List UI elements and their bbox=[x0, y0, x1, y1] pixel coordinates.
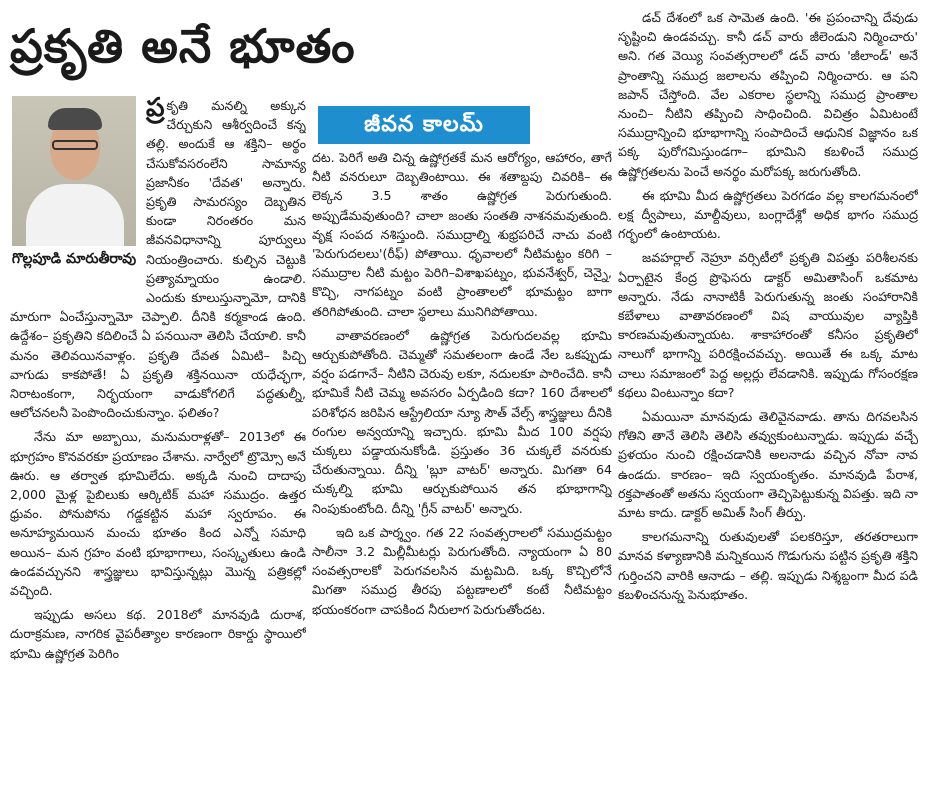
article-column-2 bbox=[312, 148, 612, 796]
author-name: గొల్లపూడి మారుతీరావు bbox=[11, 251, 137, 267]
column-banner: జీవన కాలమ్ bbox=[318, 106, 530, 144]
paragraph: దట. పెరిగే అతి చిన్న ఉష్ణోగ్రతకే మన ఆరోగ్యం, ఆహారం, తాగే నీటి వనరులూ దెబ్బతింటాయి. ఈ శతాబ్దపు చివరికి– ఈ లెక్కన 3.5 శాతం ఉష్ణోగ్రత పెరుగుతుంది. అప్పుడేమవుతుంది? చాలా జంతు సంతతి నాశనమవుతుంది. వృక్ష సంపద నశిస్తుంది. సముద్రాల్ని శుభ్రపరిచే నాచు వంటి 'పెరుగుదలలు'(రీఫ్) పోతాయి. ధృవాలలో నీటిమట్టం కరిగి –సముద్రాల నీటి మట్టం పెరిగి–విశాఖపట్నం, భువనేశ్వర్, చెన్నై, కొచ్చి, నాగపట్నం వంటి ప్రాంతాలలో భూమట్టం బాగా తరిగిపోతుంది. చాలా స్థలాలు మునిగిపోతాయి. bbox=[312, 150, 612, 319]
paragraph: ఇప్పుడు అసలు కథ. 2018లో మానవుడి దురాశ, దురాక్రమణ, నాగరిక వైపరీత్యాల కారణంగా రికార్డు స్థాయిలో భూమి ఉష్ణోగ్రత పెరిగిం bbox=[10, 607, 306, 661]
paragraph: ఏమయినా మానవుడు తెలివైనవాడు. తాను దిగవలసిన గోతిని తానే తెలిసి తెలిసి తవ్వుకుంటున్నాడు. ఇప్పుడు వచ్చే ప్రళయం నుంచి రక్షించడానికి అలనాడు వచ్చిన నోవా నావ ఉండదు. కారణం– ఇది స్వయంకృతం. మానవుడి పేరాశ, రక్తపాతంతో అతను స్వయంగా తెచ్చిపెట్టుకున్న విపత్తు. ఇది నా మాట కాదు. డాక్టర్ అమిత్ సింగ్ తీర్పు. bbox=[618, 409, 918, 521]
article-title: ప్రకృతి అనే భూతం bbox=[10, 19, 356, 73]
paragraph: ఇది ఒక పార్శ్వం. గత 22 సంవత్సరాలలో సముద్రమట్టం సాలీనా 3.2 మిల్లీమీటర్లు పెరుగుతోంది. న్యాయంగా ఏ 80 సంవత్సరాలకో పెరుగవలసిన మట్టమిది. ఒక్క కొచ్చిలోనే మిగతా సముద్ర తీరపు పట్టణాలలో కంటే నీటిమట్టం భయంకరంగా చాపకింద నీరులాగ పెరుగుతోందట. bbox=[312, 524, 612, 617]
drop-cap: ప్ర bbox=[146, 96, 165, 123]
paragraph: నేను మా అబ్బాయి, మనుమరాళ్లతో– 2013లో ఈ భూగ్రహం కొనవరకూ ప్రయాణం చేశాను. నార్వేలో ట్రొమ్సో అనే ఊరు. ఆ తర్వాత భూమిలేదు. అక్కడి నుంచి దాదాపు 2,000 మైళ్ల పైబిలుకు ఆర్కిటిక్ మహా సముద్రం. ఉత్తర ధ్రువం. పోనుపోను గడ్డకట్టిన మహా స్వరూపం. ఈ అనూహ్యమయిన మంచు భూతం కింద ఎన్నో సమాధి అయిన– మన గ్రహం వంటి భూభాగాలు, సంస్కృతులు ఉండి ఉండవచ్చునని శాస్త్రజ్ఞులు భావిస్తున్నట్లు మొన్న పత్రికల్లో వచ్చింది. bbox=[10, 429, 306, 599]
paragraph: జవహర్లాల్ నెహ్రూ వర్సిటీలో ప్రకృతి విపత్తు పరిశీలనకు ఏర్పాటైన కేంద్ర ప్రొఫెసరు డాక్టర్ అమితాసింగ్ ఒకమాట అన్నారు. నేడు నానాటికీ పెరుగుతున్న జంతు సంహారానికి కబేళాలు వాతావరణంలో విష వాయువుల వ్యాప్తికి కారణమవుతున్నాయట. శాకాహారంతో కనీసం ప్రకృతిలో నాలుగో భాగాన్ని పరిరక్షించవచ్చు. అయితే ఈ ఒక్క మాట చాలు సమాజంలో పెద్ద అల్లర్లు లేవడానికి. ఇప్పుడు గోసంరక్షణ కథలు వింటున్నాం కదా? bbox=[618, 250, 918, 400]
author-photo bbox=[12, 96, 136, 246]
paragraph: కాలగమనాన్ని రుతువులతో పలకరిస్తూ, తరతరాలుగా మానవ కళ్యాణానికి మన్నికయిన గొడుగును పట్టిన ప్రకృతి శక్తిని గుర్తించని వారికి ఆనాడు – తల్లి. ఇప్పుడు నిశ్శబ్దంగా మీద పడి కబళించనున్న పెనుభూతం. bbox=[618, 529, 918, 602]
paragraph: వాతావరణంలో ఉష్ణోగ్రత పెరుగుదలవల్ల భూమి ఆర్చుకుపోతోంది. చెమ్మతో సమతలంగా ఉండే నేల ఒకప్పుడు వర్షం పడగానే– నీటిని చెరువు లకూ, నదులకూ పారించేది. కానీ భూమికే నీటి చెమ్మ అవసరం ఏర్పడింది కదా? 160 దేశాలలో పరిశోధన జరిపిన ఆస్ట్రేలియా న్యూ సౌత్ వేల్స్ శాస్త్రజ్ఞులు దీనికి రంగుల అన్వయాన్ని ఇచ్చారు. భూమి మీద 100 వర్షపు చుక్కలు పడ్డాయనుకోండి. ప్రస్తుతం 36 చుక్కలే వనరుకు చేరుతున్నాయి. దీన్ని 'బ్లూ వాటర్' అన్నారు. మిగతా 64 చుక్కల్ని భూమి ఆర్చుకుపోయిన తన భూభాగాన్ని నింపుకుంటోంది. దీన్ని 'గ్రీన్ వాటర్' అన్నారు. bbox=[312, 327, 612, 516]
paragraph: ఈ భూమి మీద ఉష్ణోగ్రతలు పెరగడం వల్ల కాలగమనంలో లక్ష ద్వీపాలు, మాల్దీవులు, బంగ్లాదేశ్లో అధిక భాగం సముద్ర గర్భంలో ఉంటాయట. bbox=[618, 187, 918, 242]
paragraph: ప్ర కృతి మనల్ని అక్కున చేర్చుకుని ఆశీర్వదించే కన్న తల్లి. అందుకే ఆ శక్తిని– అర్థం చేసుకోవసరంలేని సామాన్య ప్రజానీకం 'దేవత' అన్నారు. ప్రకృతి సామరస్యం దెబ్బతిన కుండా నిరంతరం మన జీవనవిధానాన్ని పూర్వులు నియంత్రించారు. కుల్చిన చెట్టుకి ప్రత్యామ్నాయం ఉండాలి. ఎందుకు కూలుస్తున్నామో, దానికి మారుగా ఏంచేస్తున్నామో చెప్పాలి. దీనికి కర్మకాండ ఉంది. ఉద్దేశం– ప్రకృతిని కదిలించే ఏ పనయినా తెలిసి చేయాలి. కానీ మనం తెలివయినవాళ్లం. ప్రకృతి దేవత ఏమిటి– పిచ్చి వాగుడు కాకపోతే! ఏ ప్రకృతి శక్తినయినా యధేచ్ఛగా, నిరాటంకంగా, నిర్భయంగా వాడుకోగలిగే పద్ధతుల్నీ, ఆలోచనలనీ పెంపొందించుకున్నాం. ఫలితం? bbox=[10, 96, 306, 421]
paragraph: డచ్ దేశంలో ఒక సామెత ఉంది. 'ఈ ప్రపంచాన్ని దేవుడు సృష్టించి ఉండవచ్చు. కానీ డచ్ వారు జీలెండుని నిర్మించారు' అని. గత వెయ్యి సంవత్సరాలలో డచ్ వారు 'జీలాండ్' అనే ప్రాంతాన్ని సముద్ర జలాలను తప్పించి నిర్మించారు. ఆ పని జపాన్ చేస్తోంది. వేల ఎకరాల స్థలాన్ని సముద్ర ప్రాంతాల నుంచి– నీటిని తప్పించి సాధించింది. విచిత్రం ఏమిటంటే సముద్రాన్నించి భూభాగాన్ని సంపాదించే ఆధునిక విజ్ఞానం ఒక పక్క పురోగమిస్తుండగా– భూమిని కబళించే సముద్ర ఉష్ణోగ్రతలను పెంచే అనర్థం మరోపక్క జరుగుతోంది. bbox=[618, 10, 918, 179]
article-column-3 bbox=[618, 8, 918, 796]
article-column-1 bbox=[10, 96, 306, 796]
author-photo-box bbox=[10, 96, 138, 294]
